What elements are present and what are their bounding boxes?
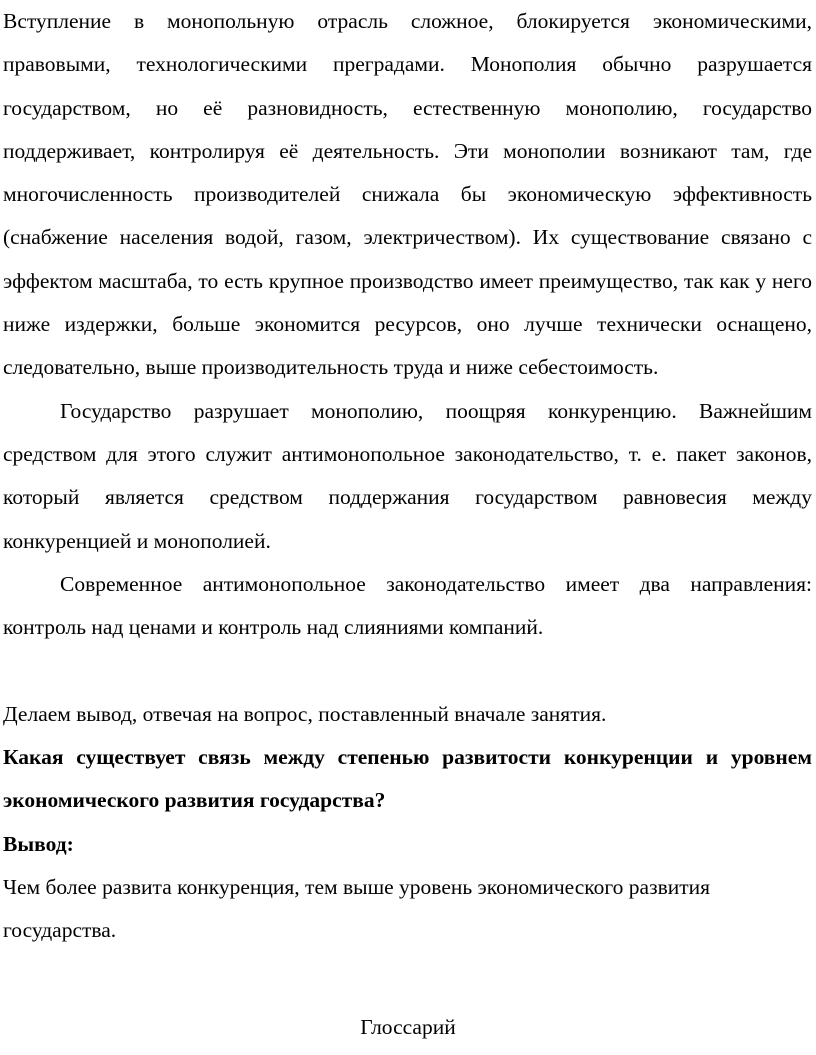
conclusion-label: Вывод: [3, 831, 74, 856]
paragraph-monopoly-entry: Вступление в монопольную отрасль сложное, блокируется экономическими, правовыми, технологическими преградами. Монополия обычно разрушается государством, но её разновидность, естественную монополию, государство поддерживает, контролируя её деятельность. Эти монополии возникают там, где многочисленность производителей снижала бы экономическую эффективность (снабжение населения водой, газом, электричеством). Их существование связано с эффектом масштаба, то есть крупное производство имеет преимущество, так как у него ниже издержки, больше экономится ресурсов, оно лучше технически оснащено, следовательно, выше производительность труда и ниже себестоимость. [3, 9, 812, 380]
paragraph-antimonopoly-law: Современное антимонопольное законодательство имеет два направления: контроль над ценами и контроль над слияниями компаний. [3, 571, 812, 640]
conclusion-answer: Чем более развита конкуренция, тем выше уровень экономического развития государства. [3, 874, 711, 943]
paragraph-state-competition: Государство разрушает монополию, поощряя конкуренцию. Важнейшим средством для этого служит антимонопольное законодательство, т. е. пакет законов, который является средством поддержания государством равновесия между конкуренцией и монополией. [3, 398, 812, 553]
conclusion-intro: Делаем вывод, отвечая на вопрос, поставленный вначале занятия. [3, 701, 607, 726]
conclusion-question: Какая существует связь между степенью развитости конкуренции и уровнем экономического развития государства? [3, 745, 812, 813]
blank-line [3, 649, 812, 692]
glossary-heading: Глоссарий [360, 1015, 456, 1039]
